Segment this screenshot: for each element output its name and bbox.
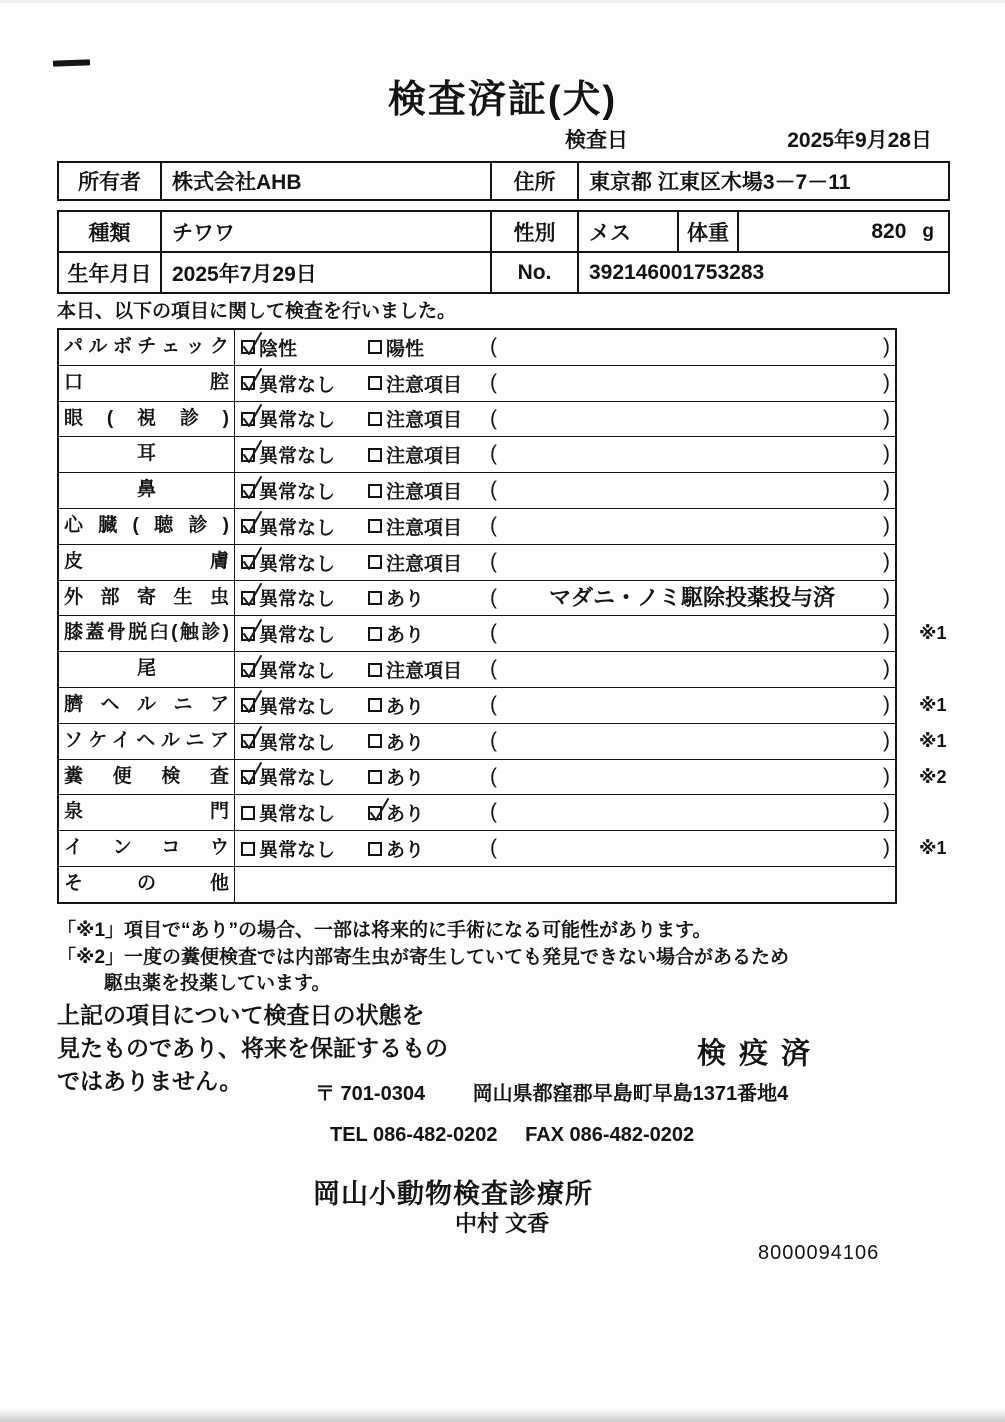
option1-label: 異常なし <box>259 840 336 862</box>
weight-number: 820 <box>871 219 907 243</box>
inspection-item-label: 心臓(聴診) <box>59 509 235 544</box>
option2 <box>368 581 424 616</box>
paren-open: ( <box>490 442 497 466</box>
clinic-tel: TEL 086-482-0202 <box>330 1124 498 1146</box>
paren-close: ) <box>883 800 890 824</box>
option2-label: あり <box>386 732 425 754</box>
paren-open: ( <box>490 728 497 752</box>
inspection-item-label: その他 <box>59 867 235 902</box>
exam-date-value: 2025年9月28日 <box>787 129 932 152</box>
inspection-table <box>57 328 947 904</box>
inspection-row <box>59 652 895 688</box>
address-label: 住所 <box>490 163 577 199</box>
inspection-row <box>59 688 947 724</box>
option1 <box>241 437 335 472</box>
option2-label: 注意項目 <box>386 482 463 504</box>
inspection-row-content <box>235 724 947 759</box>
option1-checkbox <box>241 770 255 784</box>
check-mark-icon <box>240 724 264 751</box>
inspection-item-label: 尾 <box>59 652 235 687</box>
option2 <box>368 509 462 544</box>
option1-label: 異常なし <box>259 446 336 468</box>
owner-label: 所有者 <box>78 171 141 194</box>
remark-mark: ※1 <box>919 730 947 751</box>
option1-checkbox <box>241 519 255 533</box>
footnotes <box>57 918 789 998</box>
option1-checkbox <box>241 698 255 712</box>
option2 <box>368 688 424 723</box>
address-value: 東京都 江東区木場3－7－11 <box>577 163 948 199</box>
inspection-row-content <box>235 509 895 544</box>
veterinarian-name: 中村 文香 <box>455 1211 550 1236</box>
option1-checkbox <box>241 806 255 820</box>
disclaimer-line-1: 上記の項目について検査日の状態を <box>57 1002 425 1028</box>
paren-close: ) <box>883 406 890 430</box>
option2-label: 注意項目 <box>386 446 463 468</box>
paren-open: ( <box>490 836 497 860</box>
check-mark-icon <box>240 760 264 787</box>
clinic-phone-line <box>330 1124 694 1147</box>
breed-label: 種類 <box>88 221 131 245</box>
inspection-item-label: 泉門 <box>59 795 235 830</box>
inspection-row-content <box>235 545 895 580</box>
option1-label: 異常なし <box>259 517 336 539</box>
option1-label: 異常なし <box>259 625 336 647</box>
inspection-row-content <box>235 330 895 365</box>
paren-close: ) <box>883 478 890 502</box>
option1 <box>241 831 335 866</box>
paren-open: ( <box>490 370 497 394</box>
option1-label: 陰性 <box>259 338 298 360</box>
inspection-item-label: 眼(視診) <box>59 402 235 437</box>
owner-table <box>57 161 950 201</box>
disclaimer-line-3: ではありません。 <box>57 1068 243 1094</box>
option1-checkbox <box>241 555 255 569</box>
option1 <box>241 509 335 544</box>
scan-artifact <box>53 59 90 66</box>
inspection-row <box>59 509 895 545</box>
inspection-row <box>59 581 895 617</box>
inspection-item-label: パルボチェック <box>59 330 235 365</box>
option2-label: 注意項目 <box>386 661 463 683</box>
option2 <box>368 760 424 795</box>
option2-label: あり <box>386 840 425 862</box>
option2-label: あり <box>386 696 425 718</box>
paren-open: ( <box>490 764 497 788</box>
option2-checkbox <box>368 842 382 856</box>
option1 <box>241 581 335 616</box>
paren-close: ) <box>883 513 890 537</box>
option1-checkbox <box>241 734 255 748</box>
inspection-row-content <box>235 652 895 687</box>
option2-checkbox <box>368 698 382 712</box>
exam-date-label: 検査日 <box>565 129 628 152</box>
option1 <box>241 688 335 723</box>
clinic-name: 岡山小動物検査診療所 <box>313 1179 593 1209</box>
inspection-item-label: 外部寄生虫 <box>59 581 235 616</box>
scan-edge-bottom <box>0 1408 1005 1422</box>
option2-checkbox <box>368 340 382 354</box>
paren-close: ) <box>883 549 890 573</box>
option1-label: 異常なし <box>259 589 336 611</box>
option2-checkbox <box>368 555 382 569</box>
inspection-row-content <box>235 616 947 651</box>
inspection-row-content <box>235 402 895 437</box>
option2 <box>368 366 462 401</box>
paren-open: ( <box>490 800 497 824</box>
inspection-row-content <box>235 760 947 795</box>
option1-label: 異常なし <box>259 482 336 504</box>
check-mark-icon <box>240 545 264 572</box>
birth-value: 2025年7月29日 <box>160 253 490 292</box>
quarantine-stamp: 検疫済 <box>697 1038 824 1070</box>
inspection-row-content <box>235 688 947 723</box>
inspection-item-label: 耳 <box>59 437 235 472</box>
remark-mark: ※1 <box>919 623 947 644</box>
pet-table <box>57 210 950 294</box>
page-title: 検査済証(犬) <box>387 79 618 121</box>
remark-mark: ※1 <box>919 694 947 715</box>
option2-checkbox <box>368 484 382 498</box>
inspection-item-label: 膝蓋骨脱臼(触診) <box>59 616 235 651</box>
inspection-row <box>59 366 895 402</box>
inspection-row <box>59 795 895 831</box>
option1-checkbox <box>241 663 255 677</box>
breed-value: チワワ <box>160 212 490 251</box>
inspection-item-label: 糞便検査 <box>59 760 235 795</box>
sex-value: メス <box>577 212 677 251</box>
check-mark-icon <box>240 509 264 536</box>
footnote-2-continued: 駆虫薬を投薬しています。 <box>104 973 331 994</box>
paren-close: ) <box>883 585 890 609</box>
option2-label: 注意項目 <box>386 410 463 432</box>
paren-open: ( <box>490 657 497 681</box>
inspection-row-content <box>235 366 895 401</box>
option2 <box>368 545 462 580</box>
clinic-address-line <box>315 1077 788 1106</box>
option1 <box>241 795 335 830</box>
check-mark-icon <box>240 617 264 644</box>
footnote-2: 「※2」一度の糞便検査では内部寄生虫が寄生していても発見できない場合があるため <box>57 946 790 968</box>
remark-mark: ※2 <box>919 766 947 787</box>
inspection-row <box>59 867 895 902</box>
inspection-row-content <box>235 437 895 472</box>
inspection-row-content <box>235 831 947 866</box>
paren-open: ( <box>490 692 497 716</box>
option1-label: 異常なし <box>259 804 336 826</box>
inspection-row <box>59 330 895 366</box>
inspection-row <box>59 831 947 867</box>
paren-close: ) <box>883 657 890 681</box>
option2 <box>368 795 424 830</box>
paren-close: ) <box>883 621 890 645</box>
weight-label: 体重 <box>677 212 737 251</box>
option1-checkbox <box>241 376 255 390</box>
paren-close: ) <box>883 370 890 394</box>
option1 <box>241 652 335 687</box>
no-label: No. <box>490 253 577 292</box>
inspection-item-label: 臍ヘルニア <box>59 688 235 723</box>
option1 <box>241 616 335 651</box>
option2-label: 注意項目 <box>386 374 463 396</box>
paren-open: ( <box>490 549 497 573</box>
weight-unit: g <box>922 220 934 242</box>
option2-label: あり <box>386 804 425 826</box>
option2-label: あり <box>386 589 425 611</box>
paren-close: ) <box>883 442 890 466</box>
inspection-row-content <box>235 795 895 830</box>
check-mark-icon <box>240 366 264 393</box>
option2-checkbox <box>368 519 382 533</box>
option2 <box>368 402 462 437</box>
inspection-row-content <box>235 581 895 616</box>
check-mark-icon <box>367 796 391 823</box>
inspection-row-content <box>235 473 895 508</box>
option1-checkbox <box>241 627 255 641</box>
option2-label: 注意項目 <box>386 553 463 575</box>
option2-checkbox <box>368 734 382 748</box>
option2-checkbox <box>368 770 382 784</box>
paren-close: ) <box>883 692 890 716</box>
option1 <box>241 366 335 401</box>
owner-value: 株式会社AHB <box>160 163 490 199</box>
option1 <box>241 545 335 580</box>
option1-label: 異常なし <box>259 374 336 396</box>
option1 <box>241 724 335 759</box>
option1-checkbox <box>241 842 255 856</box>
birth-label: 生年月日 <box>67 262 152 286</box>
paren-open: ( <box>490 621 497 645</box>
check-mark-icon <box>240 438 264 465</box>
option1-checkbox <box>241 412 255 426</box>
option1 <box>241 473 335 508</box>
paren-open: ( <box>490 585 497 609</box>
no-value: 392146001753283 <box>577 253 948 292</box>
option2 <box>368 437 462 472</box>
clinic-address: 岡山県都窪郡早島町早島1371番地4 <box>472 1083 789 1105</box>
inspection-item-label: インコウ <box>59 831 235 866</box>
inspection-row <box>59 616 947 652</box>
option1-checkbox <box>241 484 255 498</box>
disclaimer-line-2: 見たものであり、将来を保証するもの <box>57 1035 448 1061</box>
option2 <box>368 831 424 866</box>
option2-checkbox <box>368 448 382 462</box>
option2-label: 陽性 <box>386 338 425 360</box>
finding-note: マダニ・ノミ駆除投薬投与済 <box>548 584 835 610</box>
weight-value <box>737 212 948 251</box>
postal-code: 〒 701-0304 <box>315 1083 426 1105</box>
option1 <box>241 330 297 365</box>
option1-label: 異常なし <box>259 553 336 575</box>
option1-label: 異常なし <box>259 661 336 683</box>
sex-label: 性別 <box>490 212 577 251</box>
paren-open: ( <box>490 513 497 537</box>
check-mark-icon <box>240 688 264 715</box>
scan-edge-top <box>0 0 1005 3</box>
option2 <box>368 652 462 687</box>
option1 <box>241 402 335 437</box>
option2 <box>368 616 424 651</box>
footnote-1: 「※1」項目で“あり”の場合、一部は将来的に手術になる可能性があります。 <box>57 920 712 941</box>
option1-checkbox <box>241 448 255 462</box>
option1-label: 異常なし <box>259 732 336 754</box>
inspection-row <box>59 437 895 473</box>
inspection-row <box>59 760 947 796</box>
option1-label: 異常なし <box>259 696 336 718</box>
option2-label: あり <box>386 625 425 647</box>
intro-sentence: 本日、以下の項目に関して検査を行いました。 <box>57 301 457 322</box>
inspection-row <box>59 724 947 760</box>
paren-close: ) <box>883 728 890 752</box>
paren-close: ) <box>883 836 890 860</box>
inspection-item-label: 皮膚 <box>59 545 235 580</box>
serial-number: 8000094106 <box>758 1242 880 1264</box>
option2-checkbox <box>368 663 382 677</box>
inspection-row-content <box>235 867 895 902</box>
inspection-item-label: ソケイヘルニア <box>59 724 235 759</box>
option2 <box>368 330 424 365</box>
option1-checkbox <box>241 340 255 354</box>
inspection-row <box>59 473 895 509</box>
option2-label: 注意項目 <box>386 517 463 539</box>
paren-open: ( <box>490 478 497 502</box>
inspection-row <box>59 402 895 438</box>
option2 <box>368 724 424 759</box>
option2-checkbox <box>368 591 382 605</box>
paren-close: ) <box>883 764 890 788</box>
paren-close: ) <box>883 335 890 358</box>
check-mark-icon <box>240 474 264 501</box>
option2-checkbox <box>368 412 382 426</box>
paren-open: ( <box>490 335 497 358</box>
paren-open: ( <box>490 406 497 430</box>
clinic-fax: FAX 086-482-0202 <box>525 1124 695 1146</box>
option1-checkbox <box>241 591 255 605</box>
option1-label: 異常なし <box>259 410 336 432</box>
option2 <box>368 473 462 508</box>
inspection-item-label: 鼻 <box>59 473 235 508</box>
check-mark-icon <box>240 402 264 429</box>
check-mark-icon <box>240 581 264 608</box>
option2-checkbox <box>368 806 382 820</box>
option2-checkbox <box>368 627 382 641</box>
option2-checkbox <box>368 376 382 390</box>
check-mark-icon <box>240 330 264 357</box>
inspection-row <box>59 545 895 581</box>
remark-mark: ※1 <box>919 838 947 859</box>
option1 <box>241 760 335 795</box>
check-mark-icon <box>240 653 264 680</box>
inspection-item-label: 口腔 <box>59 366 235 401</box>
option1-label: 異常なし <box>259 768 336 790</box>
option2-label: あり <box>386 768 425 790</box>
